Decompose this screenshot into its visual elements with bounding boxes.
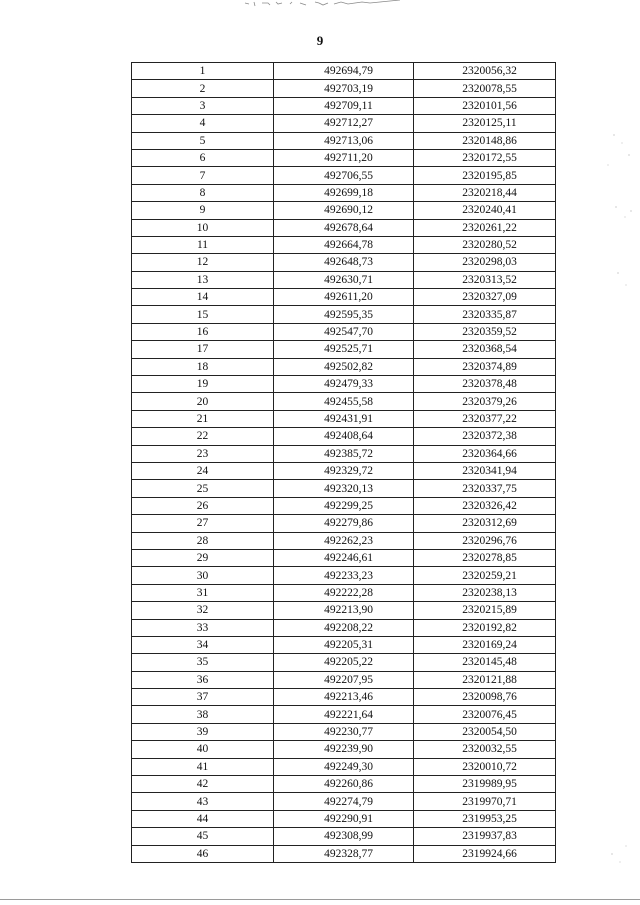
- table-row: [132, 654, 556, 671]
- y-coordinate-cell: 2320337,75: [414, 480, 556, 497]
- x-coordinate-cell: 492246,61: [274, 549, 414, 566]
- point-number-cell: 27: [132, 515, 274, 532]
- y-coordinate-cell: 2320326,42: [414, 497, 556, 514]
- x-coordinate-cell: 492694,79: [274, 63, 414, 80]
- x-coordinate-cell: 492455,58: [274, 393, 414, 410]
- page-number: 9: [316, 33, 324, 48]
- x-coordinate-cell: 492205,22: [274, 654, 414, 671]
- y-coordinate-cell: 2320278,85: [414, 549, 556, 566]
- point-number-cell: 15: [132, 306, 274, 323]
- table-row: [132, 63, 556, 80]
- table-row: [132, 393, 556, 410]
- y-coordinate-cell: 2320240,41: [414, 202, 556, 219]
- point-number-cell: 29: [132, 549, 274, 566]
- point-number-cell: 25: [132, 480, 274, 497]
- point-number-cell: 40: [132, 741, 274, 758]
- table-row: [132, 410, 556, 427]
- y-coordinate-cell: 2320218,44: [414, 184, 556, 201]
- x-coordinate-cell: 492207,95: [274, 671, 414, 688]
- table-row: [132, 376, 556, 393]
- table-row: [132, 793, 556, 810]
- x-coordinate-cell: 492547,70: [274, 323, 414, 340]
- y-coordinate-cell: 2320010,72: [414, 758, 556, 775]
- y-coordinate-cell: 2320364,66: [414, 445, 556, 462]
- point-number-cell: 6: [132, 149, 274, 166]
- point-number-cell: 39: [132, 723, 274, 740]
- x-coordinate-cell: 492648,73: [274, 254, 414, 271]
- x-coordinate-cell: 492239,90: [274, 741, 414, 758]
- x-coordinate-cell: 492595,35: [274, 306, 414, 323]
- table-row: [132, 271, 556, 288]
- y-coordinate-cell: 2319970,71: [414, 793, 556, 810]
- table-row: [132, 776, 556, 793]
- y-coordinate-cell: 2320101,56: [414, 97, 556, 114]
- table-row: [132, 636, 556, 653]
- y-coordinate-cell: 2320378,48: [414, 376, 556, 393]
- point-number-cell: 12: [132, 254, 274, 271]
- table-row: [132, 584, 556, 601]
- point-number-cell: 17: [132, 341, 274, 358]
- x-coordinate-cell: 492711,20: [274, 149, 414, 166]
- point-number-cell: 38: [132, 706, 274, 723]
- table-row: [132, 741, 556, 758]
- point-number-cell: 14: [132, 289, 274, 306]
- x-coordinate-cell: 492385,72: [274, 445, 414, 462]
- y-coordinate-cell: 2320056,32: [414, 63, 556, 80]
- point-number-cell: 46: [132, 845, 274, 862]
- table-row: [132, 723, 556, 740]
- table-row: [132, 845, 556, 862]
- point-number-cell: 2: [132, 80, 274, 97]
- x-coordinate-cell: 492664,78: [274, 236, 414, 253]
- y-coordinate-cell: 2320195,85: [414, 167, 556, 184]
- table-row: [132, 497, 556, 514]
- point-number-cell: 13: [132, 271, 274, 288]
- table-row: [132, 323, 556, 340]
- y-coordinate-cell: 2320372,38: [414, 428, 556, 445]
- point-number-cell: 9: [132, 202, 274, 219]
- table-row: [132, 706, 556, 723]
- y-coordinate-cell: 2320098,76: [414, 689, 556, 706]
- x-coordinate-cell: 492221,64: [274, 706, 414, 723]
- y-coordinate-cell: 2319924,66: [414, 845, 556, 862]
- y-coordinate-cell: 2320121,88: [414, 671, 556, 688]
- point-number-cell: 43: [132, 793, 274, 810]
- point-number-cell: 24: [132, 462, 274, 479]
- point-number-cell: 7: [132, 167, 274, 184]
- y-coordinate-cell: 2320238,13: [414, 584, 556, 601]
- x-coordinate-cell: 492230,77: [274, 723, 414, 740]
- y-coordinate-cell: 2319953,25: [414, 810, 556, 827]
- table-row: [132, 567, 556, 584]
- y-coordinate-cell: 2320076,45: [414, 706, 556, 723]
- x-coordinate-cell: 492213,90: [274, 602, 414, 619]
- x-coordinate-cell: 492308,99: [274, 828, 414, 845]
- y-coordinate-cell: 2320054,50: [414, 723, 556, 740]
- table-row: [132, 445, 556, 462]
- x-coordinate-cell: 492299,25: [274, 497, 414, 514]
- table-row: [132, 341, 556, 358]
- page-bottom-edge: [0, 899, 640, 900]
- table-row: [132, 689, 556, 706]
- point-number-cell: 28: [132, 532, 274, 549]
- y-coordinate-cell: 2320327,09: [414, 289, 556, 306]
- point-number-cell: 36: [132, 671, 274, 688]
- table-row: [132, 828, 556, 845]
- table-row: [132, 619, 556, 636]
- x-coordinate-cell: 492709,11: [274, 97, 414, 114]
- table-row: [132, 428, 556, 445]
- table-row: [132, 254, 556, 271]
- scan-artifact: [240, 0, 410, 10]
- table-row: [132, 167, 556, 184]
- y-coordinate-cell: 2320377,22: [414, 410, 556, 427]
- point-number-cell: 19: [132, 376, 274, 393]
- x-coordinate-cell: 492690,12: [274, 202, 414, 219]
- y-coordinate-cell: 2320341,94: [414, 462, 556, 479]
- y-coordinate-cell: 2320374,89: [414, 358, 556, 375]
- table-row: [132, 602, 556, 619]
- table-row: [132, 532, 556, 549]
- point-number-cell: 26: [132, 497, 274, 514]
- x-coordinate-cell: 492205,31: [274, 636, 414, 653]
- table-row: [132, 236, 556, 253]
- y-coordinate-cell: 2320335,87: [414, 306, 556, 323]
- point-number-cell: 22: [132, 428, 274, 445]
- point-number-cell: 1: [132, 63, 274, 80]
- x-coordinate-cell: 492249,30: [274, 758, 414, 775]
- point-number-cell: 10: [132, 219, 274, 236]
- y-coordinate-cell: 2320259,21: [414, 567, 556, 584]
- y-coordinate-cell: 2320280,52: [414, 236, 556, 253]
- y-coordinate-cell: 2320215,89: [414, 602, 556, 619]
- y-coordinate-cell: 2320169,24: [414, 636, 556, 653]
- point-number-cell: 23: [132, 445, 274, 462]
- point-number-cell: 44: [132, 810, 274, 827]
- x-coordinate-cell: 492502,82: [274, 358, 414, 375]
- table-row: [132, 306, 556, 323]
- x-coordinate-cell: 492525,71: [274, 341, 414, 358]
- x-coordinate-cell: 492208,22: [274, 619, 414, 636]
- x-coordinate-cell: 492222,28: [274, 584, 414, 601]
- x-coordinate-cell: 492233,23: [274, 567, 414, 584]
- y-coordinate-cell: 2320148,86: [414, 132, 556, 149]
- scan-speckle: [596, 840, 636, 900]
- table-row: [132, 219, 556, 236]
- table-row: [132, 132, 556, 149]
- table-row: [132, 462, 556, 479]
- table-row: [132, 289, 556, 306]
- x-coordinate-cell: 492260,86: [274, 776, 414, 793]
- x-coordinate-cell: 492290,91: [274, 810, 414, 827]
- table-row: [132, 149, 556, 166]
- scan-speckle: [596, 195, 636, 255]
- point-number-cell: 11: [132, 236, 274, 253]
- scan-speckle: [596, 265, 636, 325]
- table-row: [132, 810, 556, 827]
- point-number-cell: 21: [132, 410, 274, 427]
- y-coordinate-cell: 2320368,54: [414, 341, 556, 358]
- y-coordinate-cell: 2320192,82: [414, 619, 556, 636]
- y-coordinate-cell: 2320032,55: [414, 741, 556, 758]
- x-coordinate-cell: 492431,91: [274, 410, 414, 427]
- table-row: [132, 758, 556, 775]
- point-number-cell: 41: [132, 758, 274, 775]
- table-row: [132, 549, 556, 566]
- x-coordinate-cell: 492479,33: [274, 376, 414, 393]
- x-coordinate-cell: 492630,71: [274, 271, 414, 288]
- y-coordinate-cell: 2320125,11: [414, 115, 556, 132]
- y-coordinate-cell: 2320313,52: [414, 271, 556, 288]
- point-number-cell: 34: [132, 636, 274, 653]
- x-coordinate-cell: 492699,18: [274, 184, 414, 201]
- table-row: [132, 671, 556, 688]
- y-coordinate-cell: 2319989,95: [414, 776, 556, 793]
- table-row: [132, 202, 556, 219]
- table-row: [132, 115, 556, 132]
- y-coordinate-cell: 2320261,22: [414, 219, 556, 236]
- x-coordinate-cell: 492279,86: [274, 515, 414, 532]
- point-number-cell: 35: [132, 654, 274, 671]
- y-coordinate-cell: 2320172,55: [414, 149, 556, 166]
- point-number-cell: 33: [132, 619, 274, 636]
- x-coordinate-cell: 492320,13: [274, 480, 414, 497]
- x-coordinate-cell: 492706,55: [274, 167, 414, 184]
- y-coordinate-cell: 2320312,69: [414, 515, 556, 532]
- point-number-cell: 4: [132, 115, 274, 132]
- y-coordinate-cell: 2320078,55: [414, 80, 556, 97]
- x-coordinate-cell: 492408,64: [274, 428, 414, 445]
- point-number-cell: 8: [132, 184, 274, 201]
- table-row: [132, 480, 556, 497]
- scan-speckle: [596, 125, 636, 185]
- point-number-cell: 31: [132, 584, 274, 601]
- table-row: [132, 80, 556, 97]
- x-coordinate-cell: 492274,79: [274, 793, 414, 810]
- x-coordinate-cell: 492713,06: [274, 132, 414, 149]
- y-coordinate-cell: 2320359,52: [414, 323, 556, 340]
- point-number-cell: 18: [132, 358, 274, 375]
- x-coordinate-cell: 492712,27: [274, 115, 414, 132]
- table-row: [132, 184, 556, 201]
- table-row: [132, 358, 556, 375]
- x-coordinate-cell: 492703,19: [274, 80, 414, 97]
- point-number-cell: 45: [132, 828, 274, 845]
- table-row: [132, 97, 556, 114]
- point-number-cell: 16: [132, 323, 274, 340]
- x-coordinate-cell: 492678,64: [274, 219, 414, 236]
- point-number-cell: 32: [132, 602, 274, 619]
- x-coordinate-cell: 492262,23: [274, 532, 414, 549]
- point-number-cell: 20: [132, 393, 274, 410]
- y-coordinate-cell: 2320379,26: [414, 393, 556, 410]
- point-number-cell: 37: [132, 689, 274, 706]
- y-coordinate-cell: 2320298,03: [414, 254, 556, 271]
- y-coordinate-cell: 2320296,76: [414, 532, 556, 549]
- point-number-cell: 42: [132, 776, 274, 793]
- x-coordinate-cell: 492328,77: [274, 845, 414, 862]
- x-coordinate-cell: 492329,72: [274, 462, 414, 479]
- point-number-cell: 5: [132, 132, 274, 149]
- coordinates-table: [131, 62, 556, 863]
- coordinates-table-body: [132, 63, 556, 863]
- point-number-cell: 30: [132, 567, 274, 584]
- x-coordinate-cell: 492611,20: [274, 289, 414, 306]
- table-row: [132, 515, 556, 532]
- y-coordinate-cell: 2320145,48: [414, 654, 556, 671]
- y-coordinate-cell: 2319937,83: [414, 828, 556, 845]
- x-coordinate-cell: 492213,46: [274, 689, 414, 706]
- point-number-cell: 3: [132, 97, 274, 114]
